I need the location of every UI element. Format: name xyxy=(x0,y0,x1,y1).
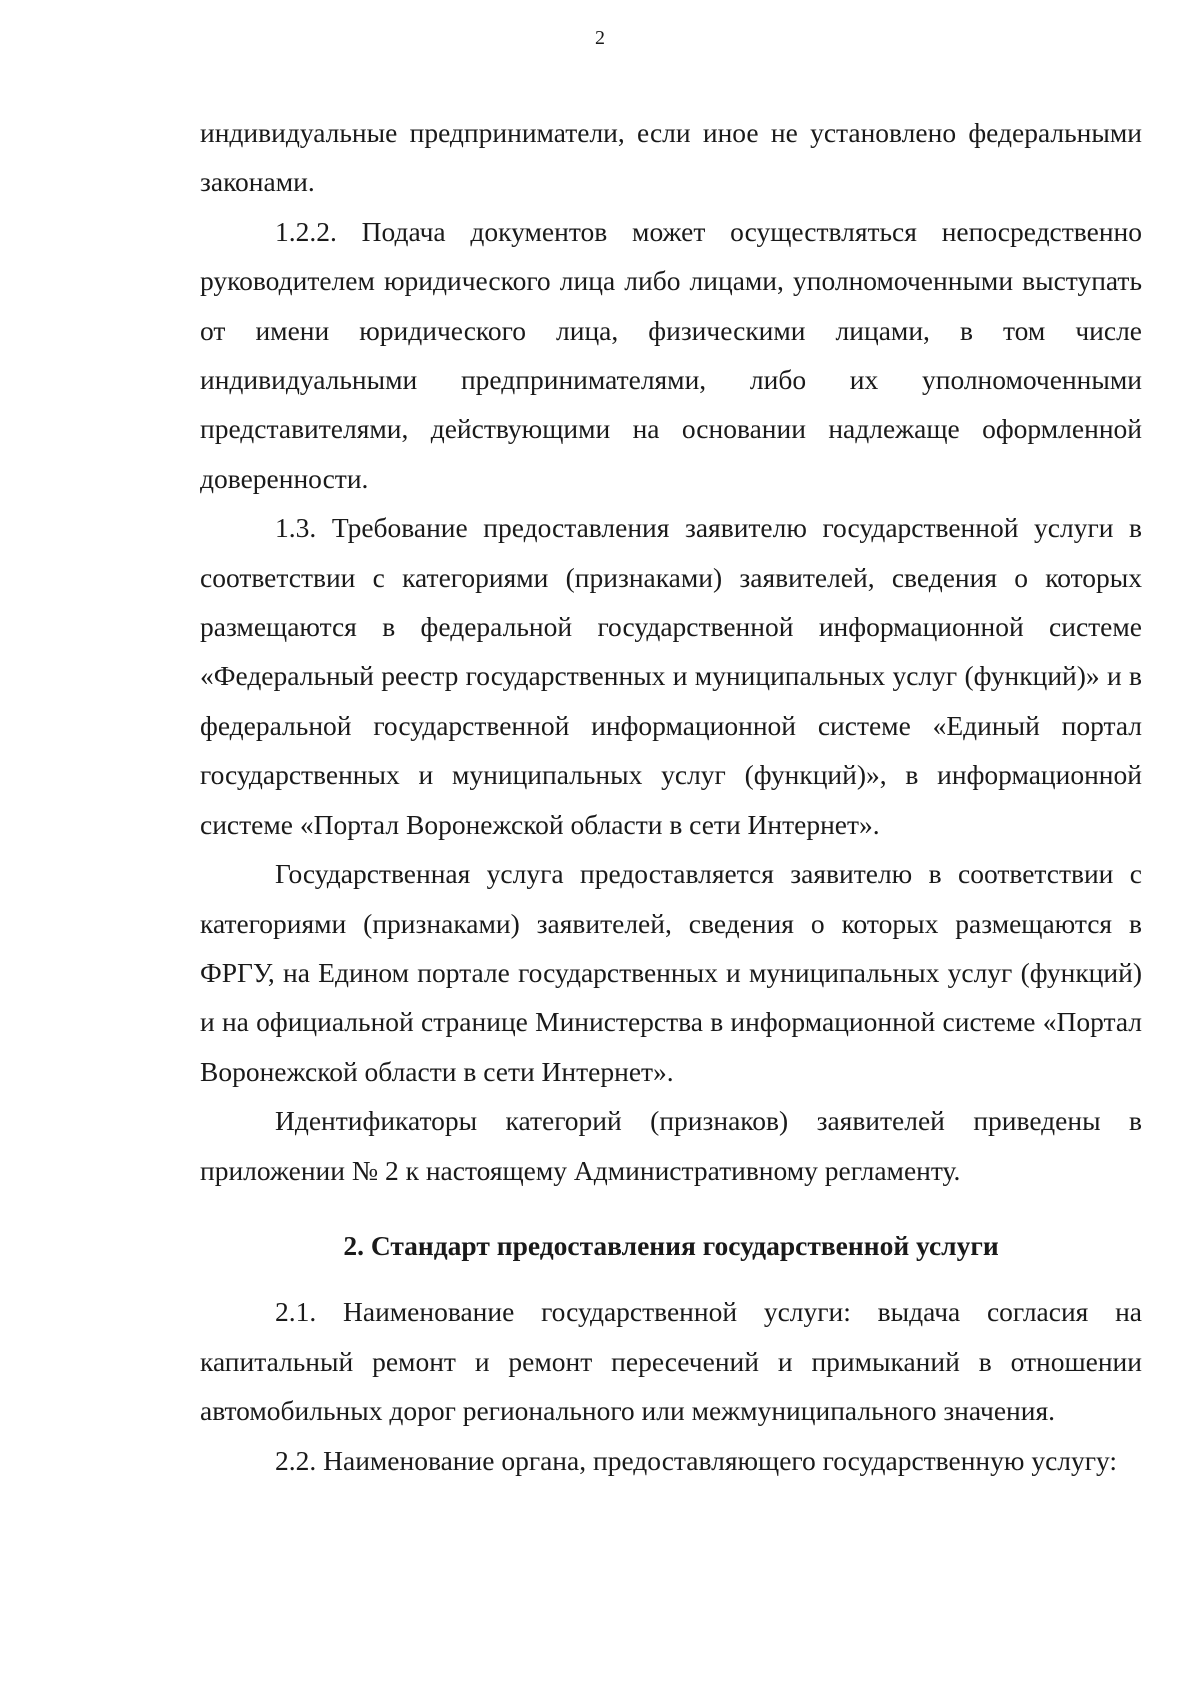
paragraph-1-2-2: 1.2.2. Подача документов может осуществляться непосредственно руководителем юридического лица либо лицами, уполномоченными выступать от имени юридического лица, физическими лицами, в том числе индивидуальными предпринимателями, либо их уполномоченными представителями, действующими на основании надлежаще оформленной доверенности. xyxy=(200,215,1142,494)
document-body xyxy=(200,108,1142,1485)
paragraph-continuation: индивидуальные предприниматели, если иное не установлено федеральными законами. xyxy=(200,117,1142,198)
section-heading-2: 2. Стандарт предоставления государственной услуги xyxy=(343,1229,999,1261)
page-number: 2 xyxy=(595,27,605,49)
paragraph-service-provision: Государственная услуга предоставляется заявителю в соответствии с категориями (признаками) заявителей, сведения о которых размещаются в ФРГУ, на Едином портале государственных и муниципальных услуг (функций) и на официальной странице Министерства в информационной системе «Портал Воронежской области в сети Интернет». xyxy=(200,858,1142,1087)
paragraph-2-2: 2.2. Наименование органа, предоставляющего государственную услугу: xyxy=(275,1444,1118,1476)
paragraph-identifiers: Идентификаторы категорий (признаков) заявителей приведены в приложении № 2 к настоящему Административному регламенту. xyxy=(200,1105,1142,1186)
paragraph-2-1: 2.1. Наименование государственной услуги: выдача согласия на капитальный ремонт и ремонт пересечений и примыканий в отношении автомобильных дорог регионального или межмуниципального значения. xyxy=(200,1296,1142,1427)
paragraph-1-3: 1.3. Требование предоставления заявителю государственной услуги в соответствии с категориями (признаками) заявителей, сведения о которых размещаются в федеральной государственной информационной системе «Федеральный реестр государственных и муниципальных услуг (функций)» и в федеральной государственной информационной системе «Единый портал государственных и муниципальных услуг (функций)», в информационной системе «Портал Воронежской области в сети Интернет». xyxy=(200,512,1142,840)
